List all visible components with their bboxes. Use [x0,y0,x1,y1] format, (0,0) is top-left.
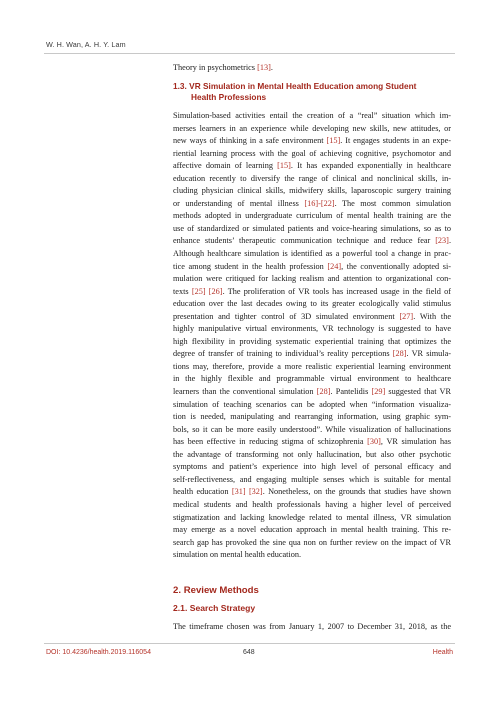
text-run: . Pantelidis [330,387,372,397]
citation-link[interactable]: [28] [316,387,331,397]
text-run: learners than the conventional simulation [173,387,317,397]
citation-link[interactable]: [29] [371,387,386,397]
text-line [173,185,451,198]
text-line [173,198,451,211]
footer-doi[interactable]: DOI: 10.4236/health.2019.116054 [46,649,151,656]
footer-journal[interactable]: Health [432,649,453,656]
text-run: highly manipulative virtual environments, VR technology is suggested to have [173,324,451,334]
citation-link[interactable]: [28] [392,349,407,359]
text-run: health education [173,487,232,497]
subsection-number: 1.3. [173,81,187,91]
text-run: . Nonetheless, on the grounds that studies have shown [262,487,451,497]
text-run: The timeframe chosen was from January 1, 2007 to December 31, 2018, as the [173,622,451,631]
text-run: bols, so it can be more easily understood”. While visualization of hallucinations [173,424,451,434]
text-line [173,348,451,361]
text-run: self-reflectiveness, and engaging multiple senses which is suitable for mental [173,474,451,484]
text-run: . The proliferation of VR tools has increased usage in the field of [222,286,451,296]
text-line [173,135,451,148]
text-line [173,248,451,261]
subsection-title-line1: VR Simulation in Mental Health Education among Student [189,81,417,91]
text-line [173,474,451,487]
text-run: stigmatization and lacking knowledge related to mental illness, VR simulation [173,512,451,522]
text-line [173,549,451,562]
text-run: . With the [413,311,451,321]
text-run: presentation and tighter control of 3D simulated environment [173,311,400,321]
header-rule [44,53,455,54]
text-run: symptoms and patient’s experience into high level of personal efficacy and [173,462,451,472]
body-paragraph [173,110,451,562]
running-header-authors: W. H. Wan, A. H. Y. Lam [46,40,126,49]
text-run: or understanding of mental illness [173,198,305,208]
citation-link[interactable]: [16]-[22] [304,198,335,208]
subsection2-title: Search Strategy [189,603,256,613]
text-line [173,461,451,474]
last-line [173,621,451,634]
section-heading [173,585,259,596]
text-run: . The most common simulation [334,198,451,208]
text-run: degree of transfer of training to individual’s reality perceptions [173,349,393,359]
section-number: 2. [173,585,182,596]
text-run: . [448,236,451,246]
citation-link[interactable]: [15] [326,136,341,146]
text-run: education over the last decades owing to its greater ecologically valid stimulus [173,299,451,309]
citation-link[interactable]: [30] [367,437,381,447]
text-line [173,537,451,550]
text-run: use of standardized or simulated patients and voice-hearing simulations, so as to [173,223,451,233]
text-run: new ways of thinking in a safe environment [173,136,327,146]
text-line [173,235,451,248]
text-line [173,486,451,499]
text-run: cluding physician clinical skills, midwifery skills, laparoscopic surgery training [173,186,451,196]
text-run: . It has expanded exponentially in healthcare [290,161,451,171]
text-run: tions may, therefore, provide a more realistic experiential learning environment [173,361,451,371]
subsection2-number: 2.1. [173,603,188,613]
text-line [173,173,451,186]
text-run: tice among student in the health profession [173,261,328,271]
citation-link[interactable]: [24] [327,261,342,271]
citation-link[interactable]: [27] [399,311,414,321]
section-title: Review Methods [183,585,259,596]
citation-link[interactable]: [25] [26] [191,286,223,296]
text-line [173,499,451,512]
intro-line [173,62,451,75]
text-line [173,512,451,525]
text-line [173,311,451,324]
subsection-title-line2: Health Professions [191,92,267,102]
text-run: has been effective in reducing stigma of schizophrenia [173,437,368,447]
text-run: methods adopted in undergraduate curriculum of mental health training are the [173,211,451,221]
text-line [173,123,451,136]
text-run: , the conventionally adopted si- [341,261,451,271]
text-line [173,223,451,236]
text-run: . VR simula- [406,349,451,359]
text-line [173,424,451,437]
citation-link[interactable]: [31] [32] [231,487,263,497]
text-run: the advantage of transforming not only hallucination, but also other psychotic [173,449,451,459]
footer-page-number: 648 [243,649,255,656]
text-line [173,261,451,274]
citation-link[interactable]: [15] [277,161,291,171]
text-run: simulation of teaching scenarios can be adopted when “information visualiza- [173,399,451,409]
footer-rule [44,643,455,644]
text-run: education recently to diversify the range of clinical and nonclinical skills, in- [173,173,451,183]
text-run: Theory in psychometrics [173,63,258,72]
text-line [173,361,451,374]
citation-link[interactable]: [13] [257,63,271,72]
text-run: medical students and health professionals having a higher level of perceived [173,499,451,509]
text-line [173,436,451,449]
text-run: texts [173,286,192,296]
text-line [173,273,451,286]
text-run: enhance students’ therapeutic communication technique and reduce fear [173,236,436,246]
text-line [173,298,451,311]
text-line [173,110,451,123]
text-run: . It engages students in an expe- [340,136,451,146]
citation-link[interactable]: [23] [435,236,449,246]
text-line [173,449,451,462]
text-line [173,373,451,386]
text-run: Although healthcare simulation is identified as a powerful tool a change in prac- [173,249,451,259]
text-line [173,148,451,161]
text-run: in the highly flexible and programmable virtual environment to healthcare [173,374,451,384]
text-line [173,286,451,299]
text-run: Simulation-based activities entail the creation of a “real” situation which im- [173,111,451,120]
text-run: search gap has provoked the sine qua non on further review on the impact of VR [173,537,451,547]
text-line [173,399,451,412]
text-run: . [270,63,273,72]
text-run: may emerge as a novel education approach in mental health training. This re- [173,525,451,535]
text-line [173,386,451,399]
text-run: mulation were critiqued for lacking realism and attention to organizational con- [173,274,451,284]
text-run: affective domain of learning [173,161,278,171]
text-run: suggested that VR [385,387,451,397]
text-line [173,411,451,424]
text-line [173,160,451,173]
text-line [173,323,451,336]
text-line [173,62,451,75]
text-line [173,621,451,634]
text-run: , VR simulation has [380,437,451,447]
subsection-heading-2 [173,603,255,613]
subsection-heading [173,81,453,103]
text-run: riential learning process with the goal of achieving cognitive, psychomotor and [173,148,451,158]
text-run: tion is needed, manipulating and rearranging information, using graphic sym- [173,412,451,422]
text-run: simulation on mental health education. [173,550,302,560]
text-line [173,210,451,223]
text-line [173,336,451,349]
text-line [173,524,451,537]
text-run: high flexibility in providing systematic experiential training that optimizes the [173,336,451,346]
text-run: merses learners in an experience while developing new skills, new attitudes, or [173,123,451,133]
